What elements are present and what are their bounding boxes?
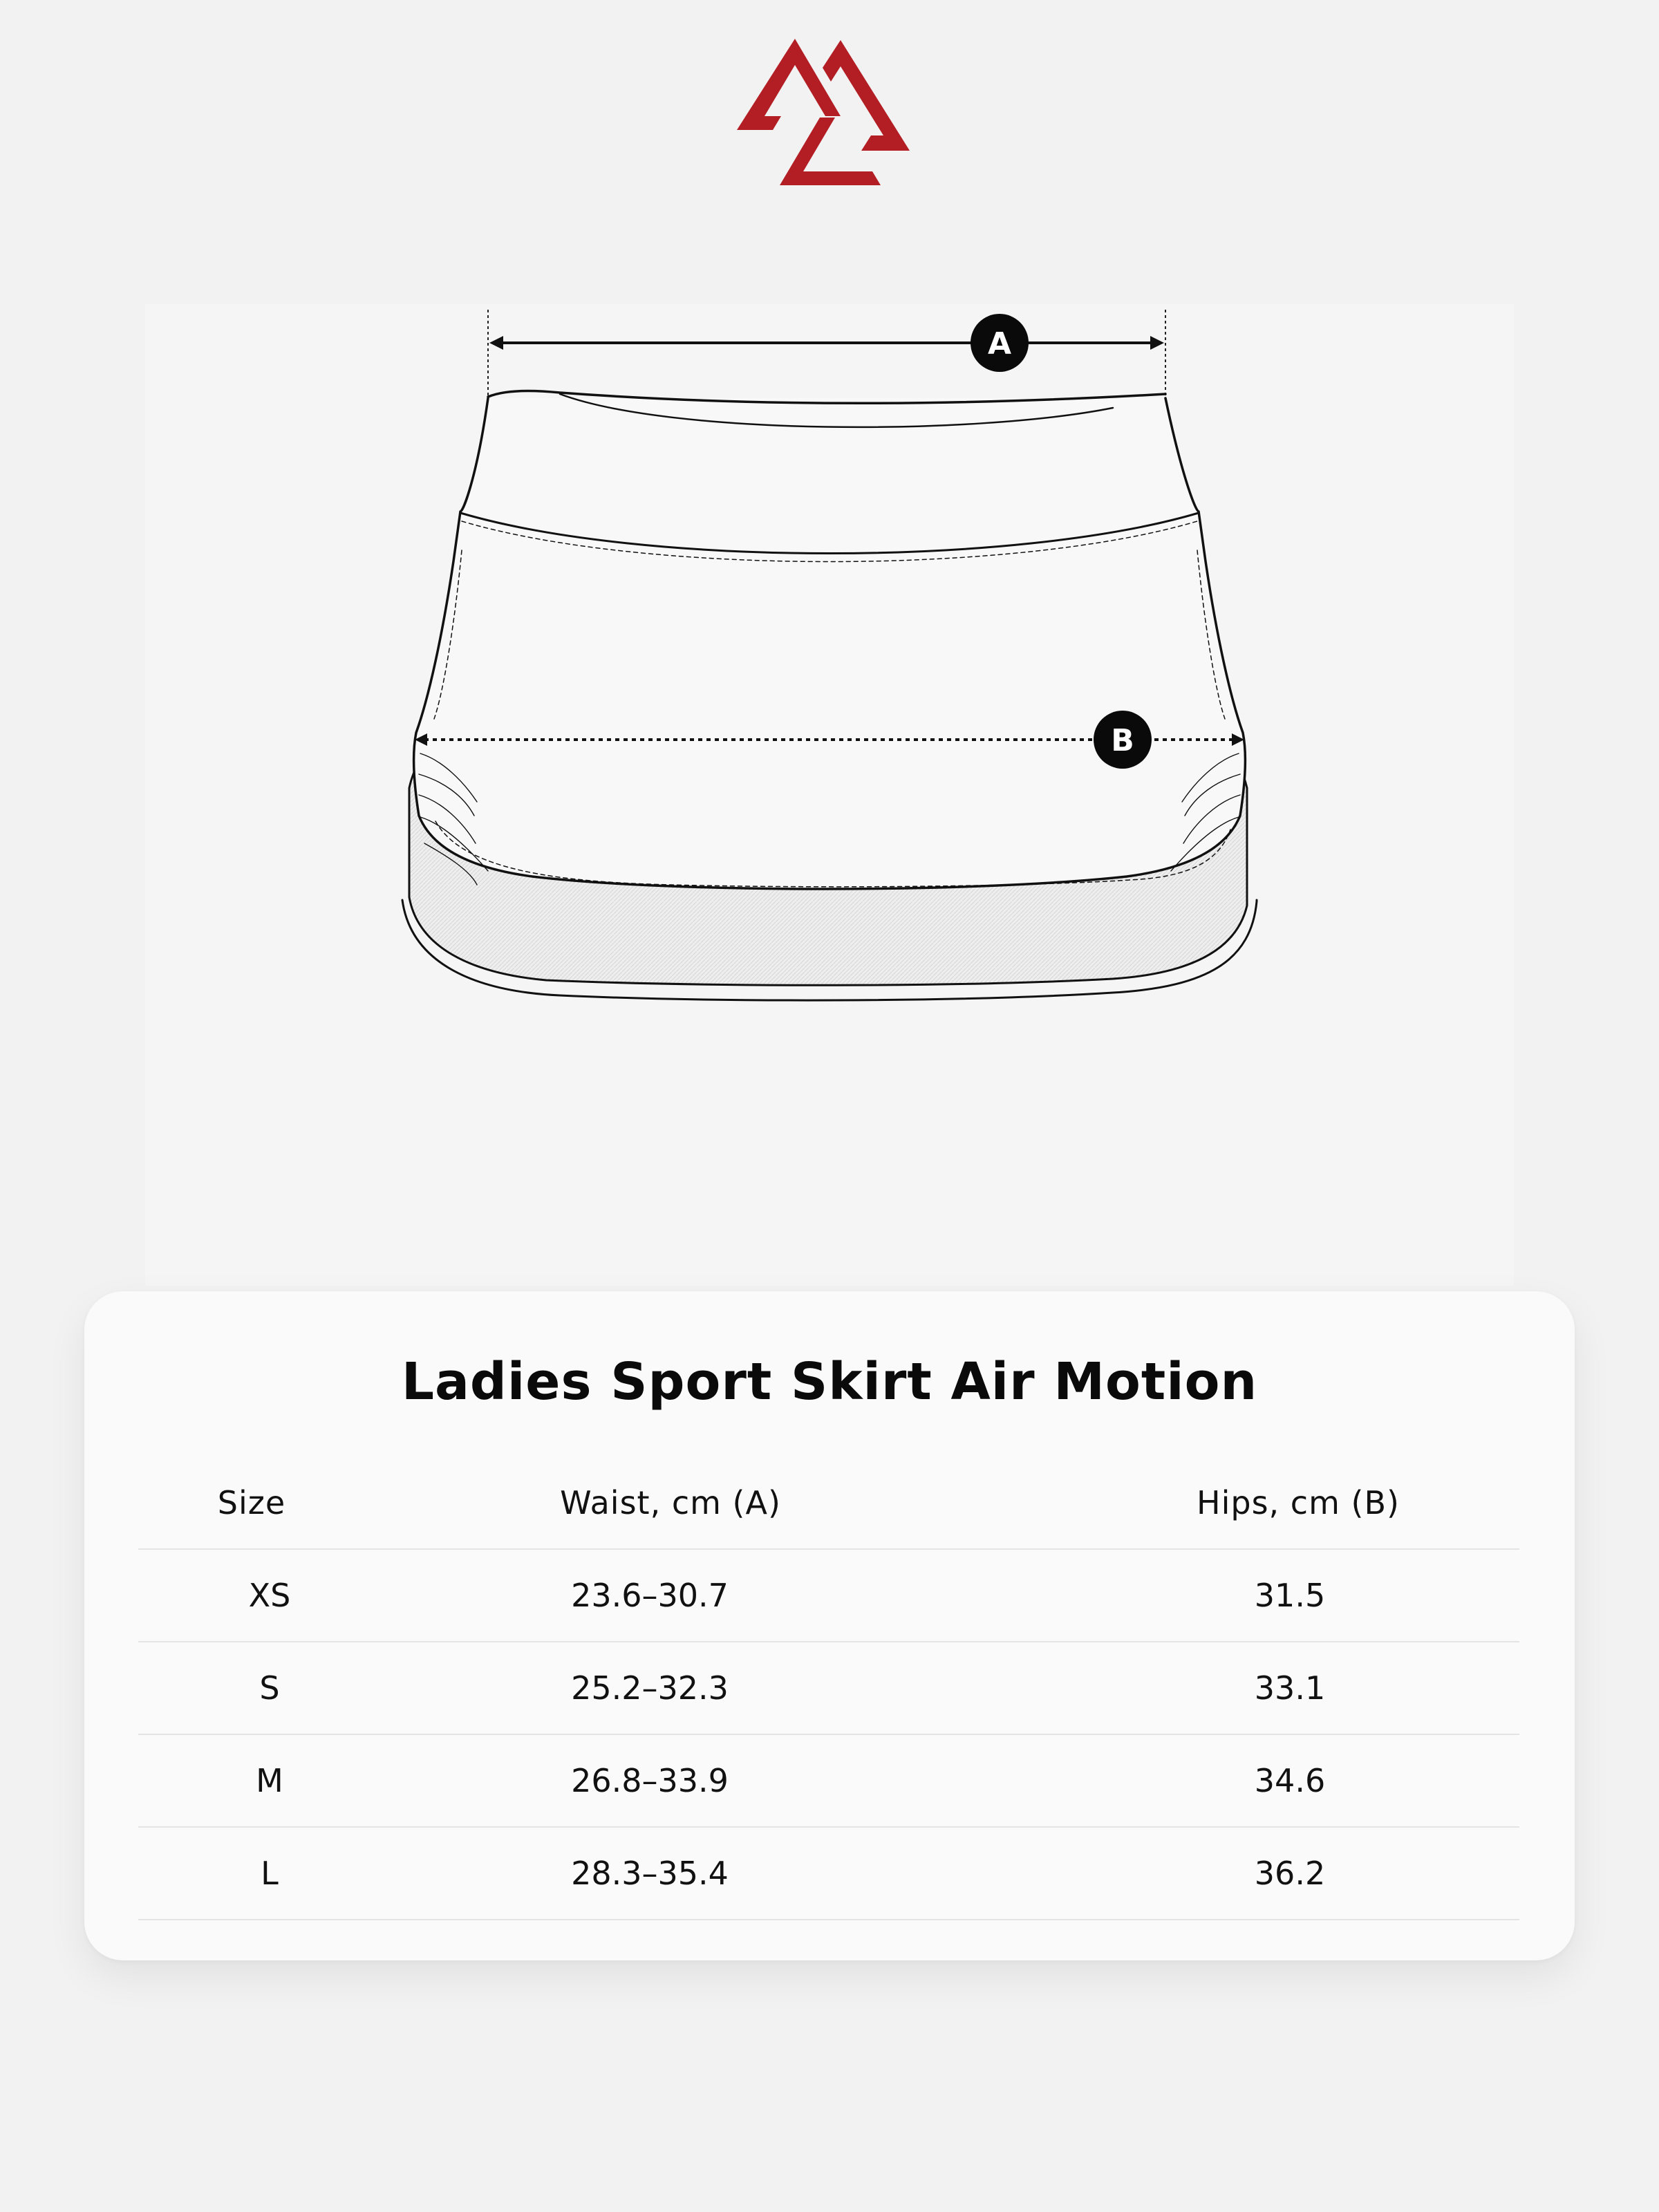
waist-cell: 23.6–30.7 (571, 1577, 729, 1614)
size-table (138, 1457, 1519, 1920)
hips-cell: 31.5 (1254, 1577, 1326, 1614)
hips-cell: 34.6 (1254, 1762, 1326, 1799)
svg-text:A: A (987, 326, 1012, 362)
waist-cell: 25.2–32.3 (571, 1669, 729, 1707)
table-header-row (138, 1457, 1519, 1550)
waist-cell: 28.3–35.4 (571, 1855, 729, 1892)
measurement-a-badge (971, 314, 1029, 372)
hips-cell: 36.2 (1254, 1855, 1326, 1892)
size-cell: S (259, 1669, 280, 1707)
skirt-outline (402, 391, 1257, 1001)
size-chart-title: Ladies Sport Skirt Air Motion (401, 1352, 1258, 1412)
skirt-drawing (145, 304, 1514, 1286)
header-size: Size (217, 1484, 286, 1521)
brand-logo (737, 36, 910, 188)
header-hips: Hips, cm (B) (1197, 1484, 1400, 1521)
size-cell: XS (248, 1577, 291, 1614)
waist-cell: 26.8–33.9 (571, 1762, 729, 1799)
header-waist: Waist, cm (A) (560, 1484, 781, 1521)
size-chart-card (84, 1291, 1575, 1960)
size-cell: M (256, 1762, 283, 1799)
hips-cell: 33.1 (1254, 1669, 1326, 1707)
size-cell: L (261, 1855, 279, 1892)
table-row (138, 1642, 1519, 1735)
svg-text:B: B (1111, 723, 1134, 758)
measurement-b-badge (1094, 711, 1152, 769)
table-row (138, 1828, 1519, 1920)
triangle-knot-logo-icon (737, 36, 910, 188)
table-row (138, 1735, 1519, 1828)
measurement-a-line (488, 310, 1165, 398)
table-row (138, 1550, 1519, 1642)
